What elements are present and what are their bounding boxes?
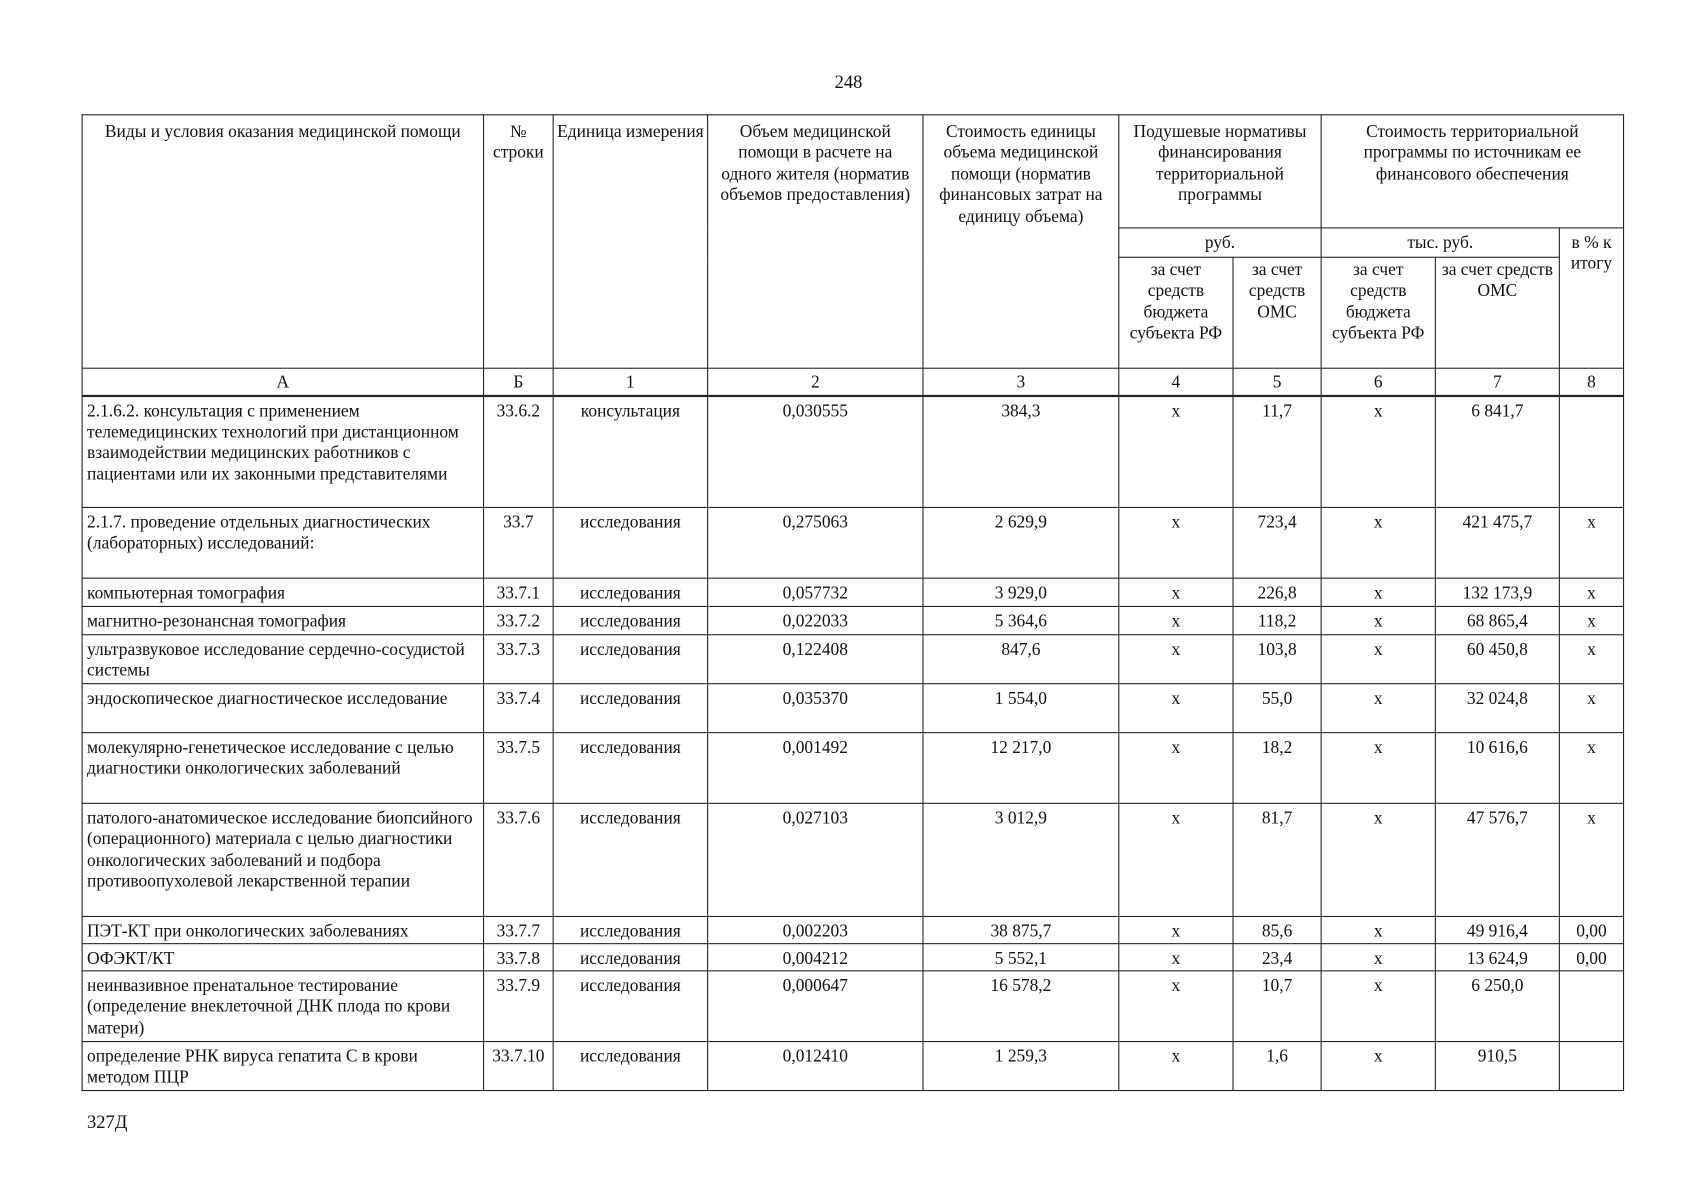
row-cost-oms: 47 576,7 xyxy=(1435,803,1559,916)
row-unit: исследования xyxy=(553,606,707,634)
row-percent: х xyxy=(1559,507,1623,578)
row-unit: исследования xyxy=(553,733,707,804)
row-name: эндоскопическое диагностическое исследование xyxy=(82,684,483,733)
header-col-b: № строки xyxy=(484,115,554,368)
row-percent: х xyxy=(1559,606,1623,634)
row-per-capita-budget: х xyxy=(1119,803,1233,916)
row-unit: исследования xyxy=(553,916,707,943)
footer-code: 327Д xyxy=(87,1111,128,1133)
row-code: 33.7.6 xyxy=(484,803,554,916)
header-per-capita: Подушевые нормативы финансирования территориальной программы xyxy=(1119,115,1321,228)
header-row xyxy=(82,115,1623,228)
row-name: ОФЭКТ/КТ xyxy=(82,944,483,971)
row-volume: 0,057732 xyxy=(708,578,923,606)
row-per-capita-oms: 18,2 xyxy=(1233,733,1321,804)
row-cost-budget: х xyxy=(1321,803,1435,916)
row-code: 33.7 xyxy=(484,507,554,578)
row-unit: исследования xyxy=(553,803,707,916)
row-cost-oms: 6 841,7 xyxy=(1435,395,1559,507)
row-cost: 1 554,0 xyxy=(923,684,1119,733)
row-per-capita-oms: 103,8 xyxy=(1233,635,1321,684)
row-code: 33.7.4 xyxy=(484,684,554,733)
row-per-capita-budget: х xyxy=(1119,606,1233,634)
row-volume: 0,000647 xyxy=(708,971,923,1042)
row-unit: исследования xyxy=(553,944,707,971)
index-cell: 3 xyxy=(923,368,1119,395)
row-code: 33.7.8 xyxy=(484,944,554,971)
header-col-a: Виды и условия оказания медицинской помощи xyxy=(82,115,483,368)
row-percent: х xyxy=(1559,578,1623,606)
row-percent xyxy=(1559,395,1623,507)
row-unit: исследования xyxy=(553,971,707,1042)
row-name: 2.1.7. проведение отдельных диагностических (лабораторных) исследований: xyxy=(82,507,483,578)
row-per-capita-budget: х xyxy=(1119,944,1233,971)
row-cost-oms: 13 624,9 xyxy=(1435,944,1559,971)
row-cost-budget: х xyxy=(1321,971,1435,1042)
header-col-2: Объем медицинской помощи в расчете на одного жителя (норматив объемов предоставления) xyxy=(708,115,923,368)
header-percent-total: в % к итогу xyxy=(1559,228,1623,368)
row-volume: 0,122408 xyxy=(708,635,923,684)
row-percent: 0,00 xyxy=(1559,916,1623,943)
row-per-capita-oms: 23,4 xyxy=(1233,944,1321,971)
row-volume: 0,001492 xyxy=(708,733,923,804)
row-volume: 0,012410 xyxy=(708,1042,923,1091)
row-per-capita-budget: х xyxy=(1119,635,1233,684)
row-cost-oms: 10 616,6 xyxy=(1435,733,1559,804)
row-code: 33.7.3 xyxy=(484,635,554,684)
row-per-capita-oms: 226,8 xyxy=(1233,578,1321,606)
row-cost-oms: 910,5 xyxy=(1435,1042,1559,1091)
header-cost-program: Стоимость территориальной программы по источникам ее финансового обеспечения xyxy=(1321,115,1623,228)
index-cell: А xyxy=(82,368,483,395)
row-code: 33.6.2 xyxy=(484,395,554,507)
header-budget-rf-a: за счет средств бюджета субъекта РФ xyxy=(1119,257,1233,368)
row-unit: исследования xyxy=(553,684,707,733)
table-row xyxy=(82,971,1623,1042)
header-col-3: Стоимость единицы объема медицинской помощи (норматив финансовых затрат на единицу объема) xyxy=(923,115,1119,368)
row-cost: 3 012,9 xyxy=(923,803,1119,916)
row-cost-budget: х xyxy=(1321,733,1435,804)
row-percent: 0,00 xyxy=(1559,944,1623,971)
table-row xyxy=(82,1042,1623,1091)
row-name: ультразвуковое исследование сердечно-сосудистой системы xyxy=(82,635,483,684)
row-cost-oms: 68 865,4 xyxy=(1435,606,1559,634)
row-cost: 12 217,0 xyxy=(923,733,1119,804)
header-oms-a: за счет средств ОМС xyxy=(1233,257,1321,368)
row-cost-oms: 32 024,8 xyxy=(1435,684,1559,733)
row-cost-budget: х xyxy=(1321,1042,1435,1091)
row-volume: 0,022033 xyxy=(708,606,923,634)
row-code: 33.7.9 xyxy=(484,971,554,1042)
row-cost: 847,6 xyxy=(923,635,1119,684)
index-cell: 2 xyxy=(708,368,923,395)
row-unit: консультация xyxy=(553,395,707,507)
row-cost: 384,3 xyxy=(923,395,1119,507)
table-row xyxy=(82,507,1623,578)
row-volume: 0,275063 xyxy=(708,507,923,578)
row-cost-oms: 132 173,9 xyxy=(1435,578,1559,606)
header-rub: руб. xyxy=(1119,228,1321,257)
row-per-capita-budget: х xyxy=(1119,971,1233,1042)
index-cell: 8 xyxy=(1559,368,1623,395)
row-cost-budget: х xyxy=(1321,684,1435,733)
index-cell: 6 xyxy=(1321,368,1435,395)
row-cost-budget: х xyxy=(1321,635,1435,684)
row-volume: 0,002203 xyxy=(708,916,923,943)
row-name: патолого-анатомическое исследование биопсийного (операционного) материала с целью диагностики онкологических заболеваний и подбора противоопухолевой лекарственной терапии xyxy=(82,803,483,916)
row-per-capita-budget: х xyxy=(1119,733,1233,804)
table-row xyxy=(82,733,1623,804)
index-cell: 5 xyxy=(1233,368,1321,395)
row-code: 33.7.5 xyxy=(484,733,554,804)
table-row xyxy=(82,606,1623,634)
table-row xyxy=(82,395,1623,507)
row-cost: 3 929,0 xyxy=(923,578,1119,606)
row-percent xyxy=(1559,971,1623,1042)
row-unit: исследования xyxy=(553,507,707,578)
row-volume: 0,004212 xyxy=(708,944,923,971)
row-per-capita-oms: 118,2 xyxy=(1233,606,1321,634)
row-cost-budget: х xyxy=(1321,578,1435,606)
row-code: 33.7.1 xyxy=(484,578,554,606)
row-name: определение РНК вируса гепатита С в крови методом ПЦР xyxy=(82,1042,483,1091)
row-per-capita-oms: 55,0 xyxy=(1233,684,1321,733)
row-name: молекулярно-генетическое исследование с целью диагностики онкологических заболеваний xyxy=(82,733,483,804)
row-per-capita-oms: 11,7 xyxy=(1233,395,1321,507)
row-cost-oms: 6 250,0 xyxy=(1435,971,1559,1042)
row-cost: 16 578,2 xyxy=(923,971,1119,1042)
table-row xyxy=(82,635,1623,684)
table-row xyxy=(82,803,1623,916)
row-percent: х xyxy=(1559,803,1623,916)
row-cost: 5 364,6 xyxy=(923,606,1119,634)
row-cost: 38 875,7 xyxy=(923,916,1119,943)
row-cost-budget: х xyxy=(1321,606,1435,634)
row-per-capita-budget: х xyxy=(1119,684,1233,733)
row-name: магнитно-резонансная томография xyxy=(82,606,483,634)
index-cell: 7 xyxy=(1435,368,1559,395)
row-unit: исследования xyxy=(553,635,707,684)
header-budget-rf-b: за счет средств бюджета субъекта РФ xyxy=(1321,257,1435,368)
table-body xyxy=(82,395,1623,1090)
column-index-row xyxy=(82,368,1623,395)
row-per-capita-oms: 723,4 xyxy=(1233,507,1321,578)
row-cost-budget: х xyxy=(1321,395,1435,507)
row-per-capita-oms: 1,6 xyxy=(1233,1042,1321,1091)
row-cost-oms: 49 916,4 xyxy=(1435,916,1559,943)
row-percent: х xyxy=(1559,733,1623,804)
row-unit: исследования xyxy=(553,1042,707,1091)
financing-table xyxy=(82,114,1625,1091)
row-unit: исследования xyxy=(553,578,707,606)
row-volume: 0,035370 xyxy=(708,684,923,733)
row-percent: х xyxy=(1559,684,1623,733)
header-oms-b: за счет средств ОМС xyxy=(1435,257,1559,368)
row-per-capita-budget: х xyxy=(1119,507,1233,578)
page-number: 248 xyxy=(834,71,863,93)
row-cost-oms: 60 450,8 xyxy=(1435,635,1559,684)
index-cell: Б xyxy=(484,368,554,395)
row-cost-budget: х xyxy=(1321,944,1435,971)
table-row xyxy=(82,944,1623,971)
row-code: 33.7.2 xyxy=(484,606,554,634)
row-code: 33.7.10 xyxy=(484,1042,554,1091)
index-cell: 1 xyxy=(553,368,707,395)
row-cost: 1 259,3 xyxy=(923,1042,1119,1091)
header-thous-rub: тыс. руб. xyxy=(1321,228,1559,257)
row-cost: 5 552,1 xyxy=(923,944,1119,971)
row-percent: х xyxy=(1559,635,1623,684)
row-code: 33.7.7 xyxy=(484,916,554,943)
row-percent xyxy=(1559,1042,1623,1091)
header-col-1: Единица измерения xyxy=(553,115,707,368)
table-row xyxy=(82,684,1623,733)
row-per-capita-oms: 81,7 xyxy=(1233,803,1321,916)
row-per-capita-budget: х xyxy=(1119,395,1233,507)
row-name: компьютерная томография xyxy=(82,578,483,606)
index-cell: 4 xyxy=(1119,368,1233,395)
row-name: 2.1.6.2. консультация с применением телемедицинских технологий при дистанционном взаимодействии медицинских работников с пациентами или их законными представителями xyxy=(82,395,483,507)
table-row xyxy=(82,916,1623,943)
table-row xyxy=(82,578,1623,606)
row-per-capita-oms: 85,6 xyxy=(1233,916,1321,943)
row-name: неинвазивное пренатальное тестирование (определение внеклеточной ДНК плода по крови матери) xyxy=(82,971,483,1042)
row-cost-budget: х xyxy=(1321,507,1435,578)
row-cost: 2 629,9 xyxy=(923,507,1119,578)
row-volume: 0,030555 xyxy=(708,395,923,507)
row-per-capita-oms: 10,7 xyxy=(1233,971,1321,1042)
row-cost-budget: х xyxy=(1321,916,1435,943)
row-volume: 0,027103 xyxy=(708,803,923,916)
row-per-capita-budget: х xyxy=(1119,916,1233,943)
row-per-capita-budget: х xyxy=(1119,578,1233,606)
row-per-capita-budget: х xyxy=(1119,1042,1233,1091)
row-cost-oms: 421 475,7 xyxy=(1435,507,1559,578)
row-name: ПЭТ-КТ при онкологических заболеваниях xyxy=(82,916,483,943)
